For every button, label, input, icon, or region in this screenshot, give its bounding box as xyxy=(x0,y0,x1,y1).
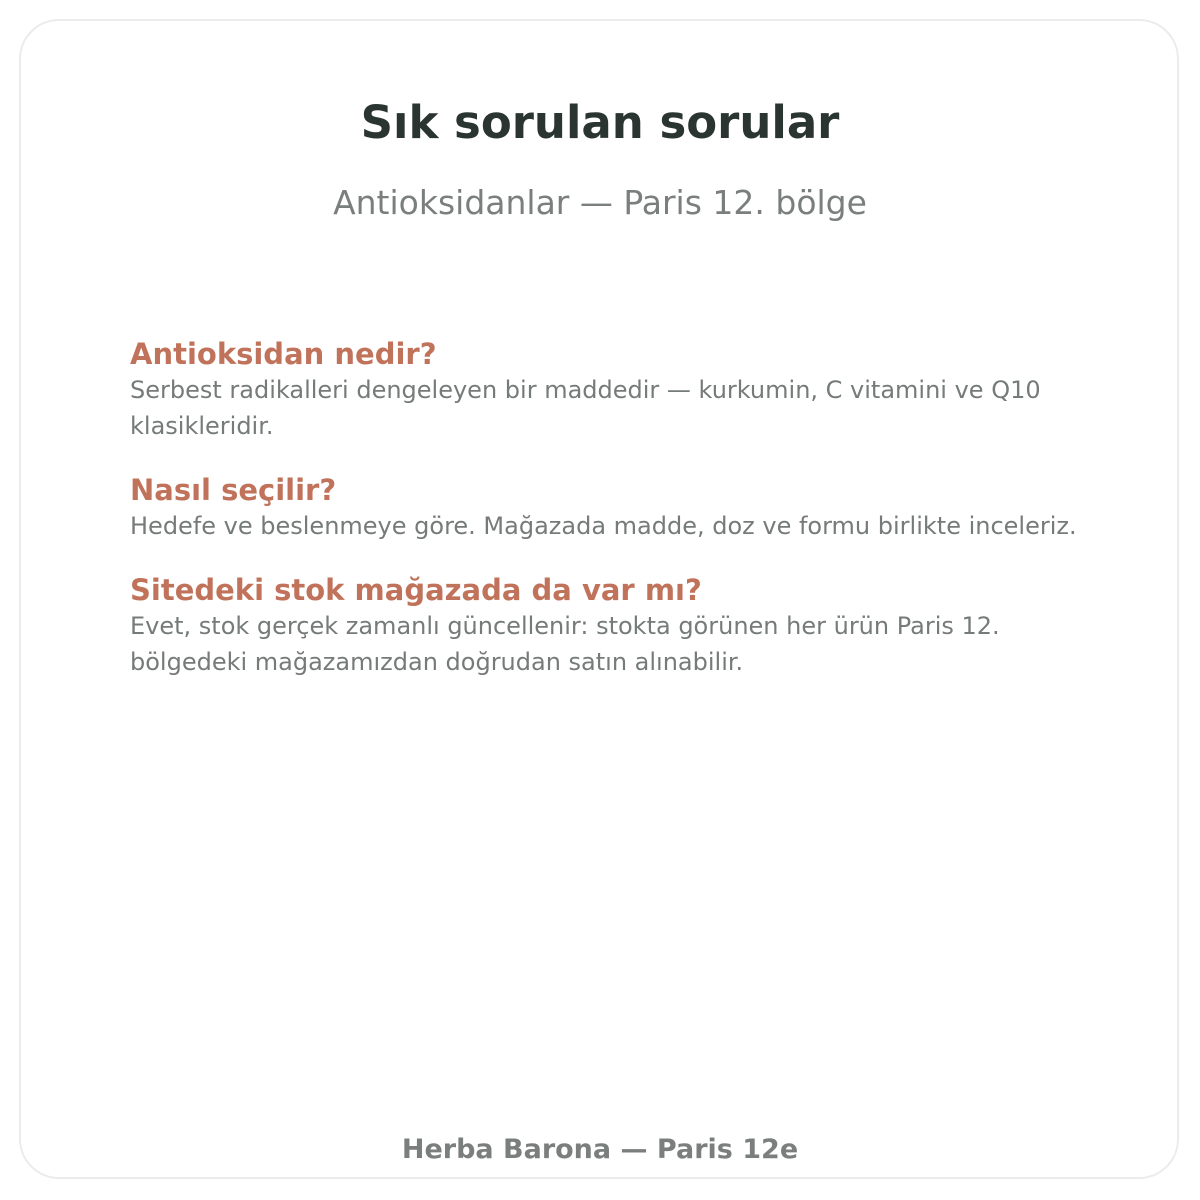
faq-question: Antioksidan nedir? xyxy=(130,337,437,371)
faq-item xyxy=(130,472,1100,544)
faq-answer: Hedefe ve beslenmeye göre. Mağazada madde, doz ve formu birlikte inceleriz. xyxy=(130,512,1077,540)
footer-brand: Herba Barona — Paris 12e xyxy=(401,1134,799,1165)
faq-item xyxy=(130,572,1100,680)
page-subtitle: Antioksidanlar — Paris 12. bölge xyxy=(333,183,867,222)
faq-question: Nasıl seçilir? xyxy=(130,473,337,507)
faq-item xyxy=(130,336,1100,444)
faq-answer: Evet, stok gerçek zamanlı güncellenir: stokta görünen her ürün Paris 12. bölgedeki mağazamızdan doğrudan satın alınabilir. xyxy=(130,612,1000,676)
page-title: Sık sorulan sorular xyxy=(360,96,840,149)
faq-question: Sitedeki stok mağazada da var mı? xyxy=(130,573,702,607)
faq-list xyxy=(130,336,1100,708)
faq-answer: Serbest radikalleri dengeleyen bir maddedir — kurkumin, C vitamini ve Q10 klasikleridir. xyxy=(130,376,1041,440)
